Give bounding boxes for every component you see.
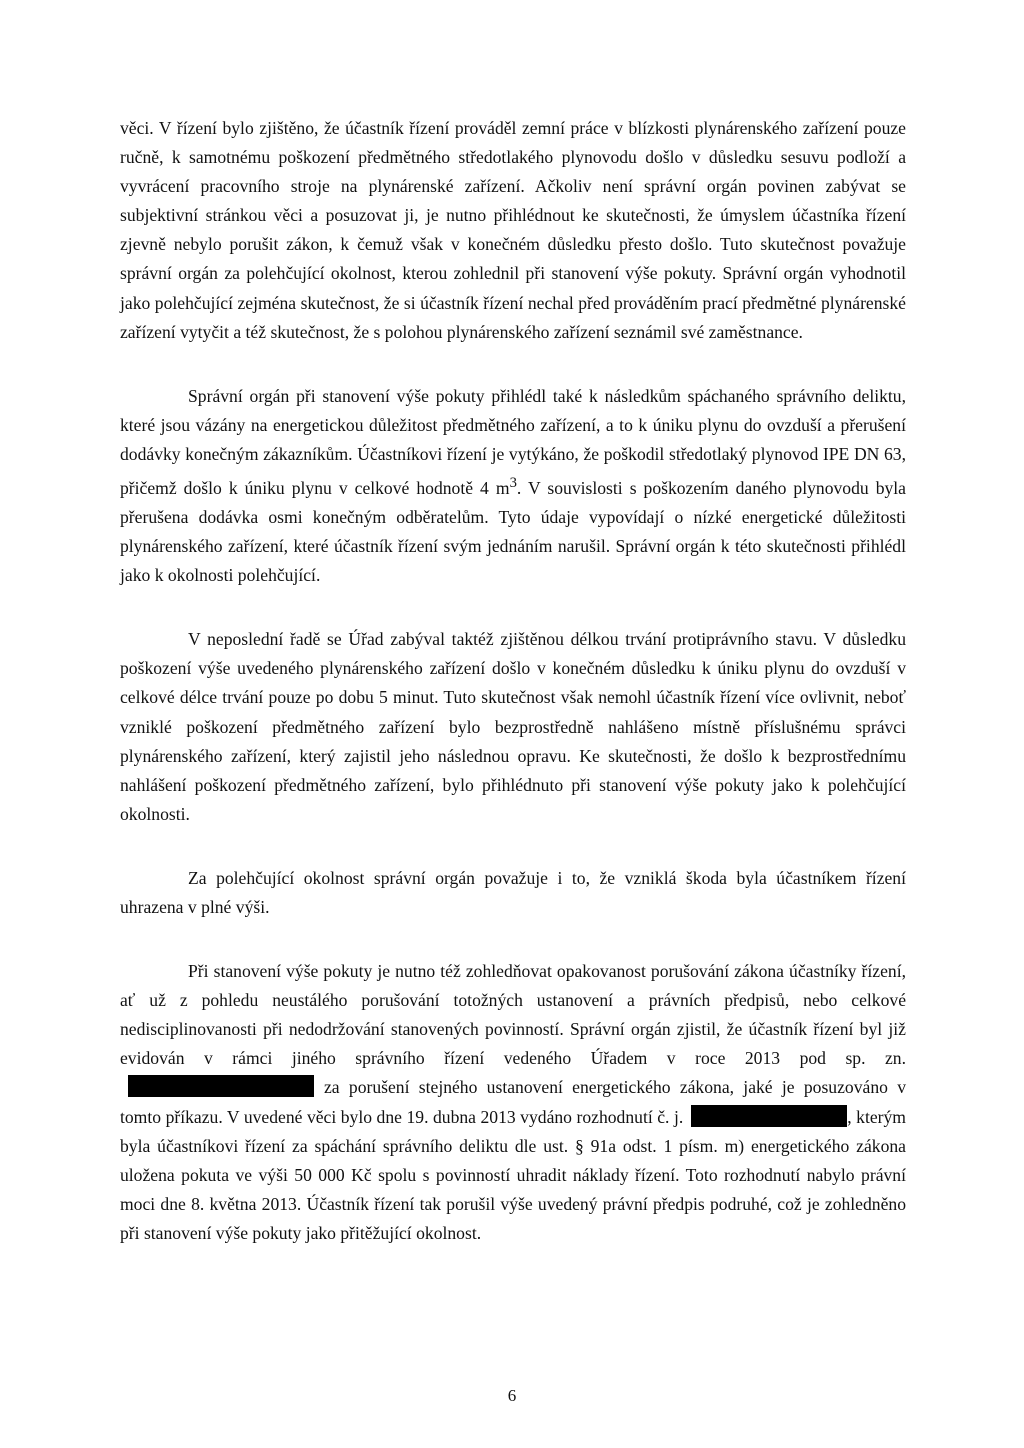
paragraph-consequences xyxy=(120,382,906,591)
paragraph-text: V neposlední řadě se Úřad zabýval taktéž zjištěnou délkou trvání protiprávního stavu. V důsledku poškození výše uvedeného plynárenského zařízení došlo v konečném důsledku k úniku plynu do ovzduší v celkové délce trvání pouze po dobu 5 minut. Tuto skutečnost však nemohl účastník řízení více ovlivnit, neboť vzniklé poškození předmětného zařízení bylo bezprostředně nahlášeno místně příslušnému správci plynárenského zařízení, který zajistil jeho následnou opravu. Ke skutečnosti, že došlo k bezprostřednímu nahlášení poškození předmětného zařízení, bylo přihlédnuto při stanovení výše pokuty jako k polehčující okolnosti. xyxy=(120,629,906,824)
paragraph-text: věci. V řízení bylo zjištěno, že účastník řízení prováděl zemní práce v blízkosti plynárenského zařízení pouze ručně, k samotnému poškození předmětného středotlakého plynovodu došlo v důsledku sesuvu podloží a vyvrácení pracovního stroje na plynárenské zařízení. Ačkoliv není správní orgán povinen zabývat se subjektivní stránkou věci a posuzovat ji, je nutno přihlédnout ke skutečnosti, že úmyslem účastníka řízení zjevně nebylo porušit zákon, k čemuž však v konečném důsledku přesto došlo. Tuto skutečnost považuje správní orgán za polehčující okolnost, kterou zohlednil při stanovení výše pokuty. Správní orgán vyhodnotil jako polehčující zejména skutečnost, že si účastník řízení nechal před prováděním prací předmětné plynárenské zařízení vytyčit a též skutečnost, že s polohou plynárenského zařízení seznámil své zaměstnance. xyxy=(120,118,906,342)
paragraph-text: za porušení stejného ustanovení energetického zákona, jaké je posuzováno v tomto příkazu. V uvedené věci bylo dne 19. dubna 2013 vydáno rozhodnutí č. j. xyxy=(120,1077,906,1127)
paragraph-text: Za polehčující okolnost správní orgán považuje i to, že vzniklá škoda byla účastníkem řízení uhrazena v plné výši. xyxy=(120,867,906,918)
paragraph-repetition xyxy=(120,957,906,1248)
paragraph-text: , kterým byla účastníkovi řízení za spáchání správního deliktu dle ust. § 91a odst. 1 písm. m) energetického zákona uložena pokuta ve výši 50 000 Kč spolu s povinností uhradit náklady řízení. Toto rozhodnutí nabylo právní moci dne 8. května 2013. Účastník řízení tak porušil výše uvedený právní předpis podruhé, což je zohledněno při stanovení výše pokuty jako přitěžující okolnost. xyxy=(120,1106,906,1243)
paragraph-text: Správní orgán při stanovení výše pokuty přihlédl také k následkům spáchaného správního deliktu, které jsou vázány na energetickou důležitost předmětného zařízení, a to k úniku plynu do ovzduší a přerušení dodávky konečným zákazníkům. Účastníkovi řízení je vytýkáno, že poškodil středotlaký plynovod IPE DN 63, přičemž došlo k úniku plynu v celkové hodnotě 4 m xyxy=(120,385,906,498)
paragraph-continued xyxy=(120,114,906,347)
redaction-bar xyxy=(691,1105,847,1127)
document-body xyxy=(120,114,906,1283)
page-number: 6 xyxy=(507,1386,517,1405)
paragraph-text: Při stanovení výše pokuty je nutno též zohledňovat opakovanost porušování zákona účastníky řízení, ať už z pohledu neustálého porušování totožných ustanovení a právních předpisů, nebo celkové nedisciplinovanosti při nedodržování stanovených povinností. Správní orgán zjistil, že účastník řízení byl již evidován v rámci jiného správního řízení vedeného Úřadem v roce 2013 pod sp. zn. xyxy=(120,961,906,1069)
redaction-bar xyxy=(128,1075,314,1097)
superscript: 3 xyxy=(509,475,517,492)
paragraph-duration xyxy=(120,625,906,829)
paragraph-text: . V souvislosti s poškozením daného plynovodu byla přerušena dodávka osmi konečným odběratelům. Tyto údaje vypovídají o nízké energetické důležitosti plynárenského zařízení, které účastník řízení svým jednáním narušil. Správní orgán k této skutečnosti přihlédl jako k okolnosti polehčující. xyxy=(120,477,906,586)
paragraph-damage-paid xyxy=(120,864,906,922)
